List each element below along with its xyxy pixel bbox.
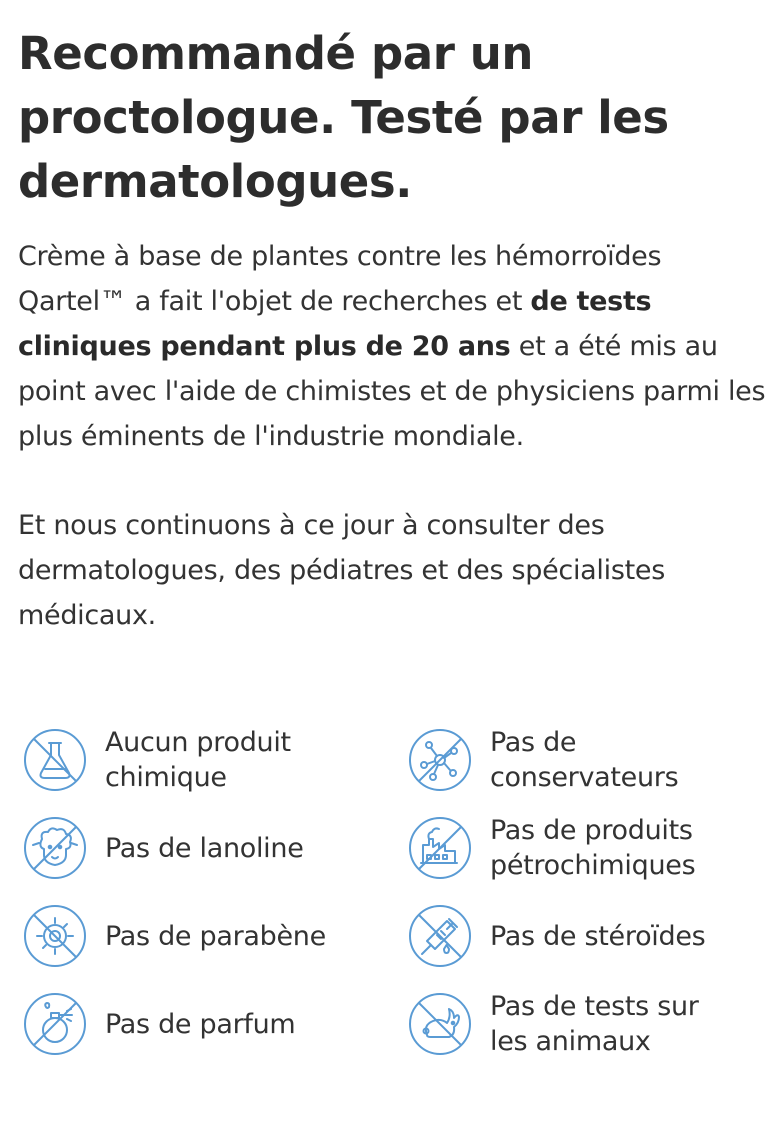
intro-paragraph	[18, 234, 778, 459]
no-lanolin-sheep-icon	[22, 815, 88, 881]
feature-label	[490, 813, 695, 883]
feature-label-line1: Pas de produits	[490, 815, 693, 846]
feature-label-line1: Pas de stéroïdes	[490, 920, 706, 952]
no-preservatives-molecule-icon	[407, 727, 473, 793]
intro-text-after: et a été mis au point avec l'aide de chimistes et de physiciens parmi les plus éminents de l'industrie mondiale.	[18, 331, 766, 452]
no-parabens-icon	[22, 903, 88, 969]
no-animal-testing-rabbit-icon	[407, 991, 473, 1057]
feature-no-lanolin	[22, 804, 407, 892]
feature-label-line2: pétrochimiques	[490, 850, 696, 881]
feature-label-line1: Aucun produit	[105, 727, 291, 758]
feature-label-line2: les animaux	[490, 1026, 651, 1057]
feature-no-chemicals	[22, 716, 407, 804]
feature-label	[105, 831, 304, 866]
feature-no-preservatives	[407, 716, 762, 804]
feature-label	[105, 725, 291, 795]
feature-no-petrochemicals	[407, 804, 762, 892]
intro-highlight: de tests cliniques pendant plus de 20 ans	[18, 286, 652, 362]
feature-label	[105, 919, 326, 954]
intro-text-before: Crème à base de plantes contre les hémorroïdes Qartel™ a fait l'objet de recherches et	[18, 241, 662, 317]
no-chemical-flask-icon	[22, 727, 88, 793]
feature-label-line1: Pas de tests sur	[490, 991, 699, 1022]
title-line-3: dermatologues.	[18, 155, 412, 208]
title-line-2: proctologue. Testé par les	[18, 91, 669, 144]
no-steroids-syringe-icon	[407, 903, 473, 969]
feature-label-line2: chimique	[105, 762, 227, 793]
feature-label	[490, 725, 678, 795]
feature-label-line1: Pas de parfum	[105, 1008, 296, 1040]
title-line-1: Recommandé par un	[18, 27, 534, 80]
feature-label-line1: Pas de lanoline	[105, 832, 304, 864]
feature-no-fragrance	[22, 980, 407, 1068]
no-fragrance-perfume-icon	[22, 991, 88, 1057]
feature-no-animal-testing	[407, 980, 762, 1068]
feature-label-line1: Pas de	[490, 727, 577, 758]
feature-label-line1: Pas de parabène	[105, 920, 326, 952]
page-title	[18, 22, 718, 214]
feature-label	[490, 919, 705, 954]
content	[18, 22, 778, 638]
feature-label-line2: conservateurs	[490, 762, 679, 793]
feature-grid	[22, 716, 762, 1068]
feature-label	[105, 1007, 295, 1042]
feature-no-steroids	[407, 892, 762, 980]
consult-paragraph: Et nous continuons à ce jour à consulter des dermatologues, des pédiatres et des spécialistes médicaux.	[18, 510, 665, 631]
feature-no-parabens	[22, 892, 407, 980]
feature-label	[490, 989, 699, 1059]
no-petrochemicals-factory-icon	[407, 815, 473, 881]
